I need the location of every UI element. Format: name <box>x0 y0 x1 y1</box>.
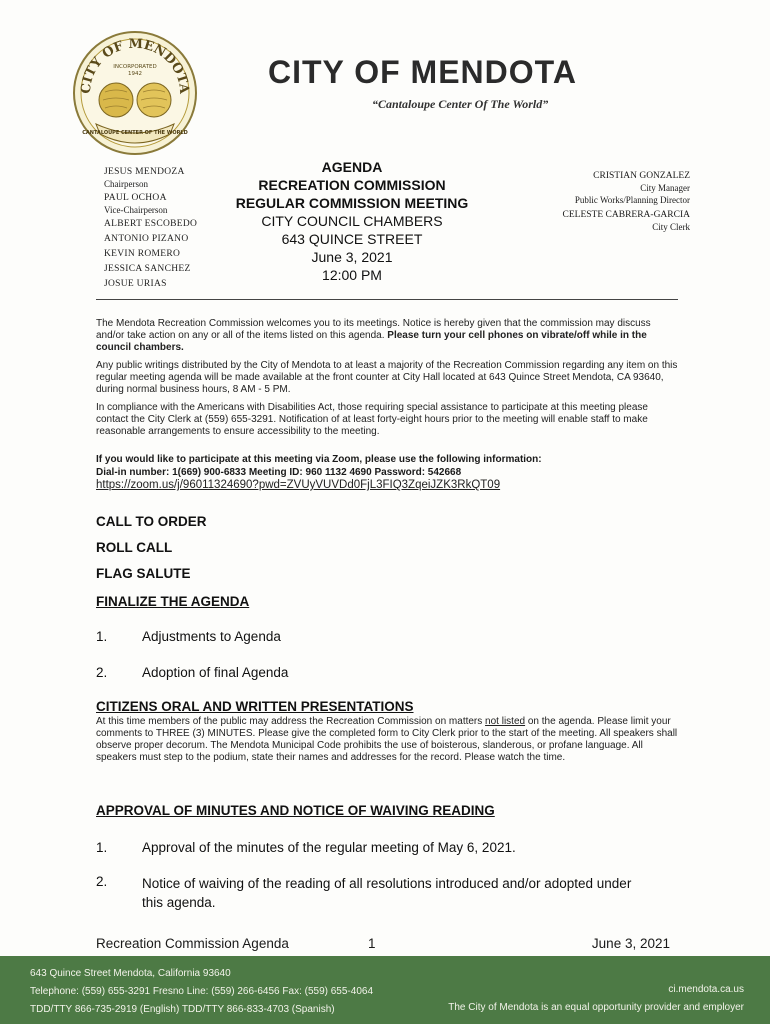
intro-p2: Any public writings distributed by the City of Mendota to at least a majority of the Recreation Commission regarding any item on this regular meeting agenda will be made available at the front counter at City Hall located at 643 Quince Street Mendota, CA 93640, during normal business hours, 8 AM - 5 PM. <box>96 360 678 395</box>
seal-ribbon-text: CANTALOUPE CENTER OF THE WORLD <box>82 130 188 136</box>
staff-role: City Manager <box>640 183 690 193</box>
band-eeo: The City of Mendota is an equal opportunity provider and employer <box>448 1002 744 1013</box>
header-divider <box>96 299 678 300</box>
agenda-header <box>232 158 472 284</box>
item-number: 1. <box>96 629 108 644</box>
meeting-venue: CITY COUNCIL CHAMBERS <box>261 213 443 229</box>
contact-band <box>0 956 770 1024</box>
item-text: Approval of the minutes of the regular meeting of May 6, 2021. <box>142 840 516 855</box>
citizens-not-listed: not listed <box>485 716 526 727</box>
staff-role: Public Works/Planning Director <box>574 195 690 205</box>
seal-ring-text: CITY OF MENDOTA <box>78 36 192 95</box>
citizens-paragraph <box>96 716 678 764</box>
citizens-text-a: At this time members of the public may address the Recreation Commission on matters <box>96 716 486 727</box>
city-motto: “Cantaloupe Center Of The World” <box>372 97 549 111</box>
commissioner-role: Vice-Chairperson <box>104 205 168 215</box>
call-to-order-heading: CALL TO ORDER <box>96 514 207 529</box>
page-number: 1 <box>368 936 376 951</box>
band-address: 643 Quince Street Mendota, California 93640 <box>30 968 231 979</box>
meeting-type: REGULAR COMMISSION MEETING <box>235 195 469 211</box>
commissioner-name: ALBERT ESCOBEDO <box>104 219 198 229</box>
city-title: CITY OF MENDOTA <box>268 54 577 90</box>
item-text: Notice of waiving of the reading of all resolutions introduced and/or adopted under this agenda. <box>142 876 632 910</box>
zoom-intro: If you would like to participate at this meeting via Zoom, please use the following information: <box>96 454 542 465</box>
commissioner-name: JOSUE URIAS <box>104 279 167 289</box>
meeting-date: June 3, 2021 <box>311 249 393 265</box>
intro-text <box>96 318 678 444</box>
staff-name: CRISTIAN GONZALEZ <box>593 171 690 181</box>
commissioner-name: ANTONIO PIZANO <box>104 234 189 244</box>
finalize-item <box>96 629 281 644</box>
intro-p1: The Mendota Recreation Commission welcomes you to its meetings. Notice is hereby given that the commission may discuss and/or take action on any or all of the items listed on this agenda. <box>96 318 651 341</box>
staff-list <box>540 170 690 233</box>
zoom-link[interactable]: https://zoom.us/j/96011324690?pwd=ZVUyVUVDd0FjL3FIQ3ZqeiJZK3RkQT09 <box>96 479 501 491</box>
commissioner-role: Chairperson <box>104 179 148 189</box>
finalize-item <box>96 665 288 680</box>
seal-incorporated: INCORPORATED <box>113 64 157 70</box>
minutes-item <box>96 874 656 912</box>
item-text: Adoption of final Agenda <box>142 665 289 680</box>
finalize-agenda-heading: FINALIZE THE AGENDA <box>96 594 250 609</box>
commissioner-name: PAUL OCHOA <box>104 193 167 203</box>
commissioner-name: KEVIN ROMERO <box>104 249 181 259</box>
band-tdd: TDD/TTY 866-735-2919 (English) TDD/TTY 866-833-4703 (Spanish) <box>30 1004 335 1015</box>
zoom-info <box>96 454 678 492</box>
minutes-heading: APPROVAL OF MINUTES AND NOTICE OF WAIVING READING <box>96 803 495 818</box>
intro-p1-bold: Please turn your cell phones on vibrate/off while in the council chambers. <box>96 330 647 353</box>
commissioner-name: JESUS MENDOZA <box>104 167 185 177</box>
item-number: 1. <box>96 840 108 855</box>
flag-salute-heading: FLAG SALUTE <box>96 566 191 581</box>
staff-name: CELESTE CABRERA-GARCIA <box>562 210 690 220</box>
band-website[interactable]: ci.mendota.ca.us <box>668 984 744 995</box>
city-seal <box>72 30 198 156</box>
agenda-label: AGENDA <box>321 159 383 175</box>
commissioner-name: JESSICA SANCHEZ <box>104 264 191 274</box>
intro-p3: In compliance with the Americans with Disabilities Act, those requiring special assistance to participate at this meeting please contact the City Clerk at (559) 655-3291. Notification of at least forty-eight hours prior to the meeting will enable staff to make reasonable arrangements to ensure accessibility to the meeting. <box>96 402 648 437</box>
citizens-heading: CITIZENS ORAL AND WRITTEN PRESENTATIONS <box>96 699 414 714</box>
meeting-address: 643 QUINCE STREET <box>281 231 423 247</box>
minutes-item <box>96 840 516 855</box>
citizens-text-b: on the agenda. Please limit your comments to THREE (3) MINUTES. Please give the completed form to City Clerk prior to the start of the meeting. All speakers shall observe proper decorum. The Mendota Municipal Code prohibits the use of boisterous, slanderous, or profane language. All speakers must step to the podium, state their names and addresses for the record. Please watch the time. <box>96 716 678 763</box>
footer-date: June 3, 2021 <box>591 936 670 951</box>
commission-name: RECREATION COMMISSION <box>258 177 446 193</box>
zoom-dial-in: Dial-in number: 1(669) 900-6833 Meeting ID: 960 1132 4690 Password: 542668 <box>96 466 462 478</box>
seal-year: 1942 <box>128 71 142 77</box>
staff-role: City Clerk <box>652 222 690 232</box>
roll-call-heading: ROLL CALL <box>96 540 173 555</box>
commissioners-list <box>104 166 197 290</box>
band-phones: Telephone: (559) 655-3291 Fresno Line: (559) 266-6456 Fax: (559) 655-4064 <box>30 986 374 997</box>
item-number: 2. <box>96 874 108 889</box>
meeting-time: 12:00 PM <box>322 267 382 283</box>
item-text: Adjustments to Agenda <box>142 629 281 644</box>
footer-title: Recreation Commission Agenda <box>96 936 289 951</box>
item-number: 2. <box>96 665 108 680</box>
